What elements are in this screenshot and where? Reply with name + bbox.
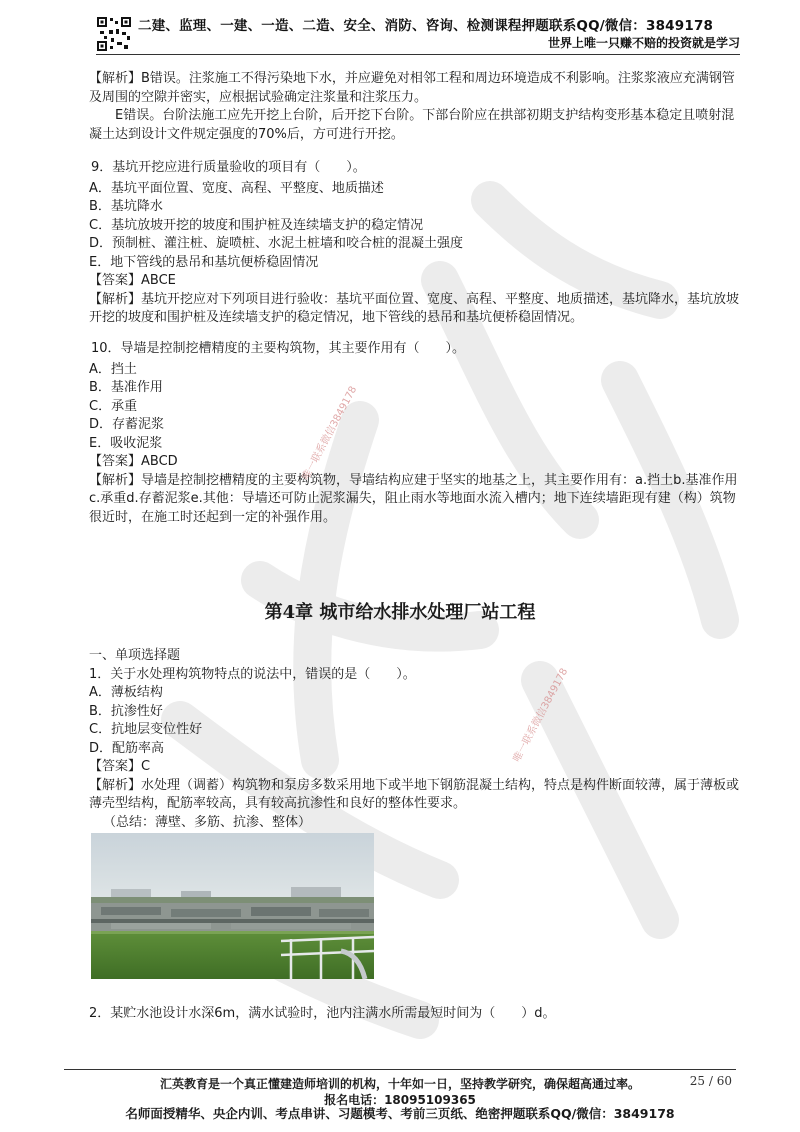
- watermark-stamp-2: 唯一联系微信3849178: [511, 666, 571, 765]
- c4q1-option-b: B．抗渗性好: [89, 703, 163, 719]
- footer-contact-line: 名师面授精华、央企内训、考点串讲、习题模考、考前三页纸、绝密押题联系QQ/微信：3849178: [125, 1106, 675, 1121]
- question-10: [89, 340, 741, 527]
- q10-question: 10．导墙是控制挖槽精度的主要构筑物，其主要作用有（ ）。: [91, 341, 466, 356]
- q10-option-b: B．基准作用: [89, 380, 163, 395]
- chapter-title: 第4章 城市给水排水处理厂站工程: [264, 602, 536, 623]
- q9-option-c: C．基坑放坡开挖的坡度和围护桩及连续墙支护的稳定情况: [89, 217, 424, 233]
- page-number: 25 / 60: [689, 1074, 732, 1088]
- q9-answer: 【答案】ABCE: [89, 273, 176, 288]
- section-heading: 一、单项选择题: [89, 648, 181, 663]
- question-9: [89, 159, 741, 328]
- c4q1-option-d: D．配筋率高: [89, 740, 165, 756]
- water-treatment-plant-photo: [91, 833, 374, 979]
- q10-answer: 【答案】ABCD: [89, 454, 178, 469]
- c4q1-analysis: 【解析】水处理（调蓄）构筑物和泵房多数采用地下或半地下钢筋混凝土结构，特点是构件断面较薄，属于薄板或薄壳型结构，配筋率较高，具有较高抗渗性和良好的整体性要求。: [89, 777, 740, 811]
- q9-option-a: A．基坑平面位置、宽度、高程、平整度、地质描述: [89, 180, 384, 196]
- q9-option-d: D．预制桩、灌注桩、旋喷桩、水泥土桩墙和咬合桩的混凝土强度: [89, 236, 464, 251]
- q9-question: 9．基坑开挖应进行质量验收的项目有（ ）。: [91, 160, 366, 175]
- c4q1-option-a: A．薄板结构: [89, 685, 163, 700]
- header-slogan: 世界上唯一只赚不赔的投资就是学习: [547, 36, 740, 50]
- q10-analysis: 【解析】导墙是控制挖槽精度的主要构筑物，导墙结构应建于坚实的地基之上，其主要作用有：a.挡土b.基准作用c.承重d.存蓄泥浆e.其他：导墙还可防止泥浆漏失，阻止雨水等地面水流入槽内；地下连续墙距现有建（构）筑物很近时，在施工时还起到一定的补强作用。: [89, 472, 738, 525]
- qr-code-icon: [96, 16, 132, 52]
- c4q1-summary: （总结：薄壁、多筋、抗渗、整体）: [103, 814, 312, 830]
- q10-option-e: E．吸收泥浆: [89, 435, 163, 451]
- header-divider: [96, 54, 740, 55]
- c4q1-option-c: C．抗地层变位性好: [89, 722, 203, 737]
- q8-analysis: [89, 70, 741, 144]
- c4q1-question: 1．关于水处理构筑物特点的说法中，错误的是（ ）。: [89, 666, 416, 682]
- watermark-stamp-1: 唯一联系微信3849178: [300, 384, 360, 483]
- q8-analysis-p1: 【解析】B错误。注浆施工不得污染地下水，并应避免对相邻工程和周边环境造成不利影响。注浆浆液应充满钢管及周围的空隙并密实，应根据试验确定注浆量和注浆压力。: [89, 71, 735, 105]
- footer-phone: 报名电话：18095109365: [324, 1093, 476, 1107]
- footer-divider: [64, 1069, 736, 1070]
- q10-option-d: D．存蓄泥浆: [89, 417, 165, 432]
- chapter4-question-1: [89, 647, 741, 832]
- q10-option-a: A．挡土: [89, 361, 137, 377]
- footer-slogan: 汇英教育是一个真正懂建造师培训的机构，十年如一日，坚持教学研究，确保超高通过率。: [159, 1077, 640, 1091]
- q8-analysis-p2: E错误。台阶法施工应先开挖上台阶，后开挖下台阶。下部台阶应在拱部初期支护结构变形基本稳定且喷射混凝土达到设计文件规定强度的70%后，方可进行开挖。: [89, 108, 735, 142]
- q10-option-c: C．承重: [89, 398, 138, 414]
- q9-analysis: 【解析】基坑开挖应对下列项目进行验收：基坑平面位置、宽度、高程、平整度、地质描述，基坑降水，基坑放坡开挖的坡度和围护桩及连续墙支护的稳定情况，地下管线的悬吊和基坑便桥稳固情况。: [89, 291, 740, 325]
- c4q2-question: 2．某贮水池设计水深6m，满水试验时，池内注满水所需最短时间为（ ）d。: [89, 1006, 556, 1021]
- c4q1-answer: 【答案】C: [89, 759, 151, 774]
- q9-option-b: B．基坑降水: [89, 199, 163, 214]
- header-contact-line: 二建、监理、一建、一造、二造、安全、消防、咨询、检测课程押题联系QQ/微信：3849178: [138, 18, 714, 34]
- q9-option-e: E．地下管线的悬吊和基坑便桥稳固情况: [89, 254, 319, 270]
